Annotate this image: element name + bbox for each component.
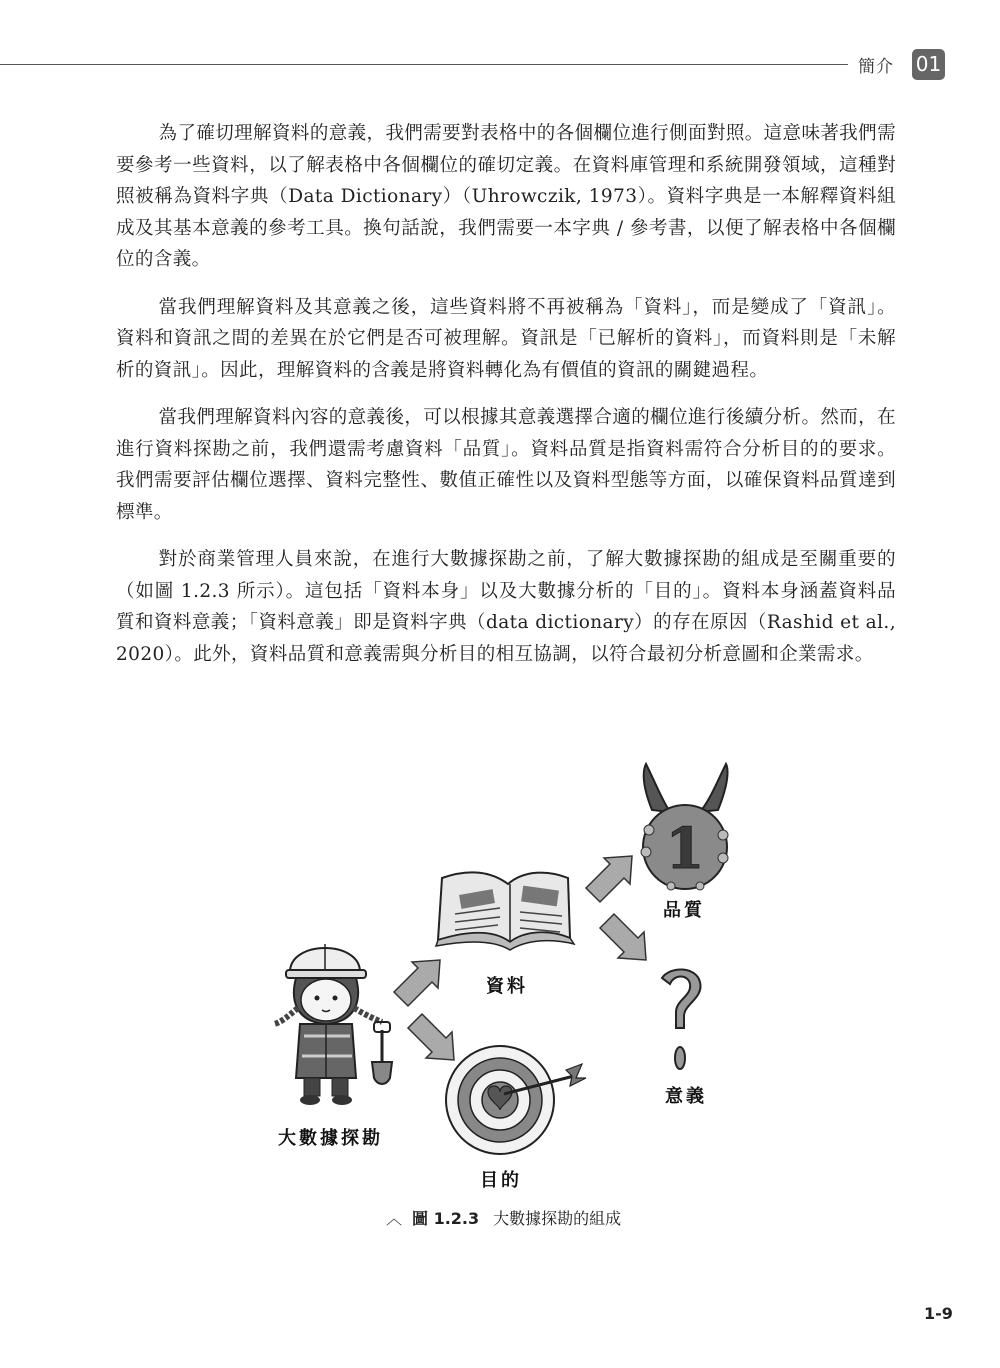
- label-purpose: 目的: [480, 1170, 522, 1191]
- figure-caption: [386, 1206, 621, 1229]
- coin-digit: 1: [665, 816, 705, 882]
- caption-marker-icon: ︿: [386, 1209, 403, 1228]
- label-quality: 品質: [663, 900, 705, 921]
- header-rule: [0, 64, 848, 65]
- paragraph-1: 為了確切理解資料的意義，我們需要對表格中的各個欄位進行側面對照。這意味著我們需要參考一些資料，以了解表格中各個欄位的確切定義。在資料庫管理和系統開發領域，這種對照被稱為資料字典（Data Dictionary）（Uhrowczik, 1973）。資料字典是一本解釋資料組成及其基本意義的參考工具。換句話說，我們需要一本字典 / 參考書，以便了解表格中各個欄位的含義。: [116, 123, 896, 270]
- running-header-title: 簡介: [858, 57, 894, 77]
- miner-girl-icon: [274, 944, 392, 1105]
- quality-coin-icon: [641, 764, 728, 890]
- arrow-miner-to-data-icon: [394, 960, 440, 1006]
- paragraph-3: 當我們理解資料內容的意義後，可以根據其意義選擇合適的欄位進行後續分析。然而，在進行資料探勘之前，我們還需考慮資料「品質」。資料品質是指資料需符合分析目的的要求。我們需要評估欄位選擇、資料完整性、數值正確性以及資料型態等方面，以確保資料品質達到標準。: [116, 407, 896, 523]
- arrow-miner-to-purpose-icon: [408, 1014, 454, 1060]
- label-big-data-mining: 大數據探勘: [278, 1128, 383, 1149]
- arrow-data-to-quality-icon: [586, 856, 632, 902]
- open-book-icon: [436, 872, 574, 950]
- page-number: 1-9: [924, 1304, 953, 1323]
- figure-big-data-mining: [260, 760, 760, 1200]
- label-data: 資料: [486, 976, 528, 997]
- label-meaning: 意義: [665, 1086, 707, 1107]
- chapter-number-badge: 01: [912, 49, 945, 80]
- paragraph-2: 當我們理解資料及其意義之後，這些資料將不再被稱為「資料」，而是變成了「資訊」。資料和資訊之間的差異在於它們是否可被理解。資訊是「已解析的資料」，而資料則是「未解析的資訊」。因此，理解資料的含義是將資料轉化為有價值的資訊的關鍵過程。: [116, 296, 896, 381]
- caption-text: 大數據探勘的組成: [493, 1209, 622, 1228]
- paragraph-4: 對於商業管理人員來說，在進行大數據探勘之前，了解大數據探勘的組成是至關重要的（如圖 1.2.3 所示）。這包括「資料本身」以及大數據分析的「目的」。資料本身涵蓋資料品質和資料意義；「資料意義」即是資料字典（data dictionary）的存在原因（Rashid et al., 2020）。此外，資料品質和意義需與分析目的相互協調，以符合最初分析意圖和企業需求。: [116, 549, 896, 665]
- question-mark-icon: [662, 969, 701, 1069]
- target-icon: [446, 1046, 586, 1154]
- caption-number: 圖 1.2.3: [412, 1209, 480, 1228]
- body-text: [116, 118, 896, 686]
- arrow-data-to-meaning-icon: [600, 914, 646, 960]
